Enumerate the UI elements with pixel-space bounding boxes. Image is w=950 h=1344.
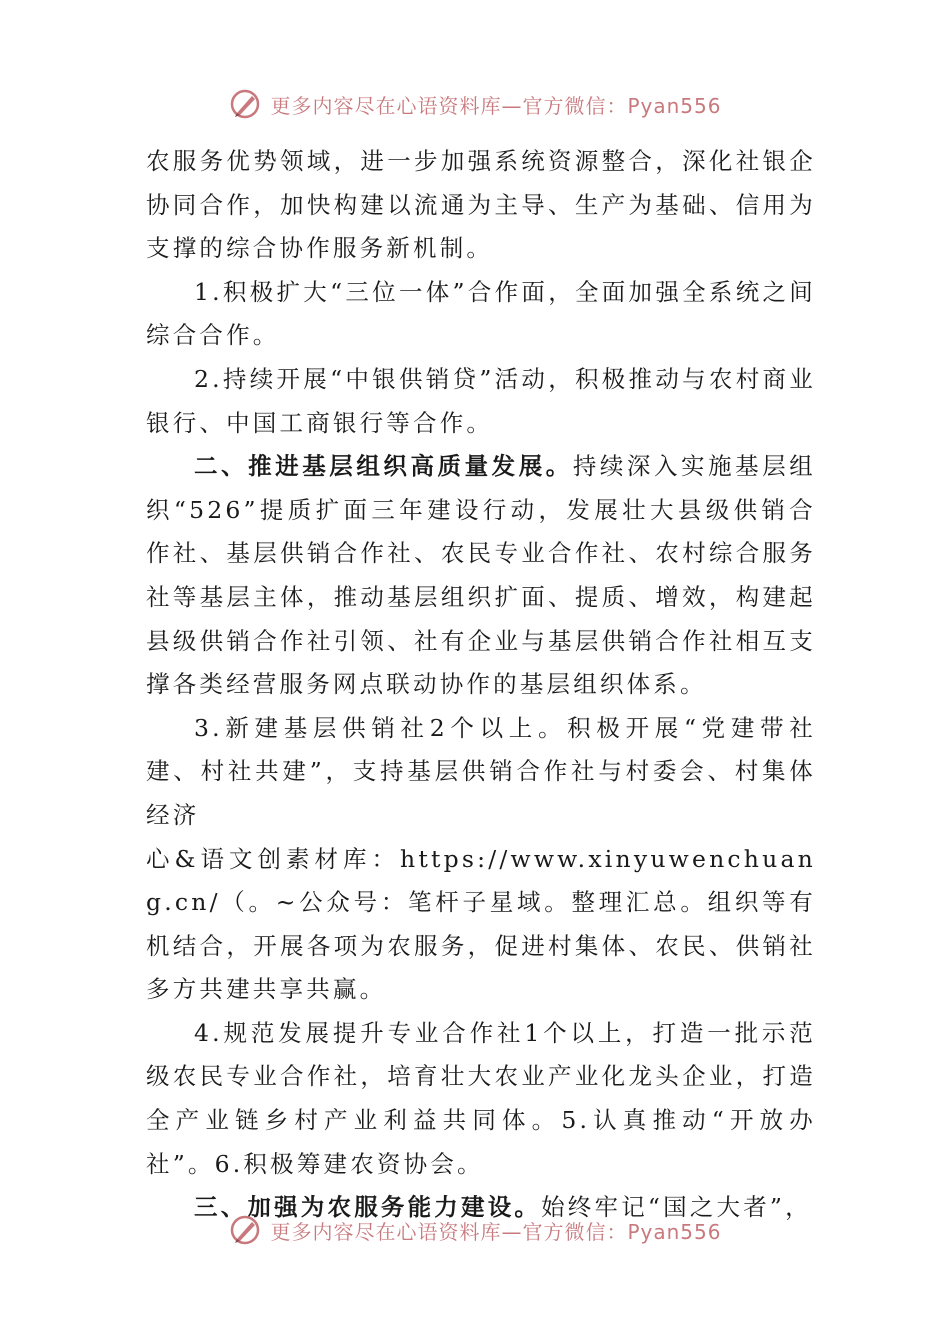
paragraph-item-2 [146, 358, 816, 445]
watermark-text: 更多内容尽在心语资料库—官方微信：Pyan556 [270, 93, 722, 118]
paragraph-text: 持续深入实施基层组织“526”提质扩面三年建设行动，发展壮大县级供销合作社、基层供销合作社、农民专业合作社、农村综合服务社等基层主体，推动基层组织扩面、提质、增效，构建起县级供销合作社引领、社有企业与基层供销合作社相互支撑各类经营服务网点联动协作的基层组织体系。 [146, 452, 816, 699]
paragraph-reference [146, 838, 816, 1012]
section-heading: 三、加强为农服务能力建设。 [194, 1193, 542, 1222]
pen-circle-logo-icon [228, 87, 262, 121]
paragraph-item-1 [146, 271, 816, 358]
paragraph-text: 2.持续开展“中银供销贷”活动，积极推动与农村商业银行、中国工商银行等合作。 [146, 364, 816, 437]
document-body [146, 140, 816, 1230]
paragraph-continuation [146, 140, 816, 271]
paragraph-section-2 [146, 445, 816, 707]
paragraph-text: 3.新建基层供销社2个以上。积极开展“党建带社建、村社共建”，支持基层供销合作社与村委会、村集体经济 [146, 713, 816, 829]
paragraph-item-3 [146, 707, 816, 838]
footer-watermark [0, 1210, 950, 1250]
paragraph-text: 心&语文创素材库：https://www.xinyuwenchuang.cn/（。~公众号：笔杆子星域。整理汇总。组织等有机结合，开展各项为农服务，促进村集体、农民、供销社多方共建共享共赢。 [146, 844, 816, 1004]
paragraph-text: 农服务优势领域，进一步加强系统资源整合，深化社银企协同合作，加快构建以流通为主导、生产为基础、信用为支撑的综合协作服务新机制。 [146, 147, 816, 263]
paragraph-text: 始终牢记“国之大者”， [541, 1193, 812, 1222]
header-watermark [0, 84, 950, 124]
paragraph-text: 4.规范发展提升专业合作社1个以上，打造一批示范级农民专业合作社，培育壮大农业产业化龙头企业，打造全产业链乡村产业利益共同体。5.认真推动“开放办社”。6.积极筹建农资协会。 [146, 1018, 816, 1178]
paragraph-item-4 [146, 1012, 816, 1186]
pen-circle-logo-icon [228, 1213, 262, 1247]
paragraph-text: 1.积极扩大“三位一体”合作面，全面加强全系统之间综合合作。 [146, 277, 816, 350]
watermark-text: 更多内容尽在心语资料库—官方微信：Pyan556 [270, 1219, 722, 1244]
section-heading: 二、推进基层组织高质量发展。 [194, 452, 573, 481]
